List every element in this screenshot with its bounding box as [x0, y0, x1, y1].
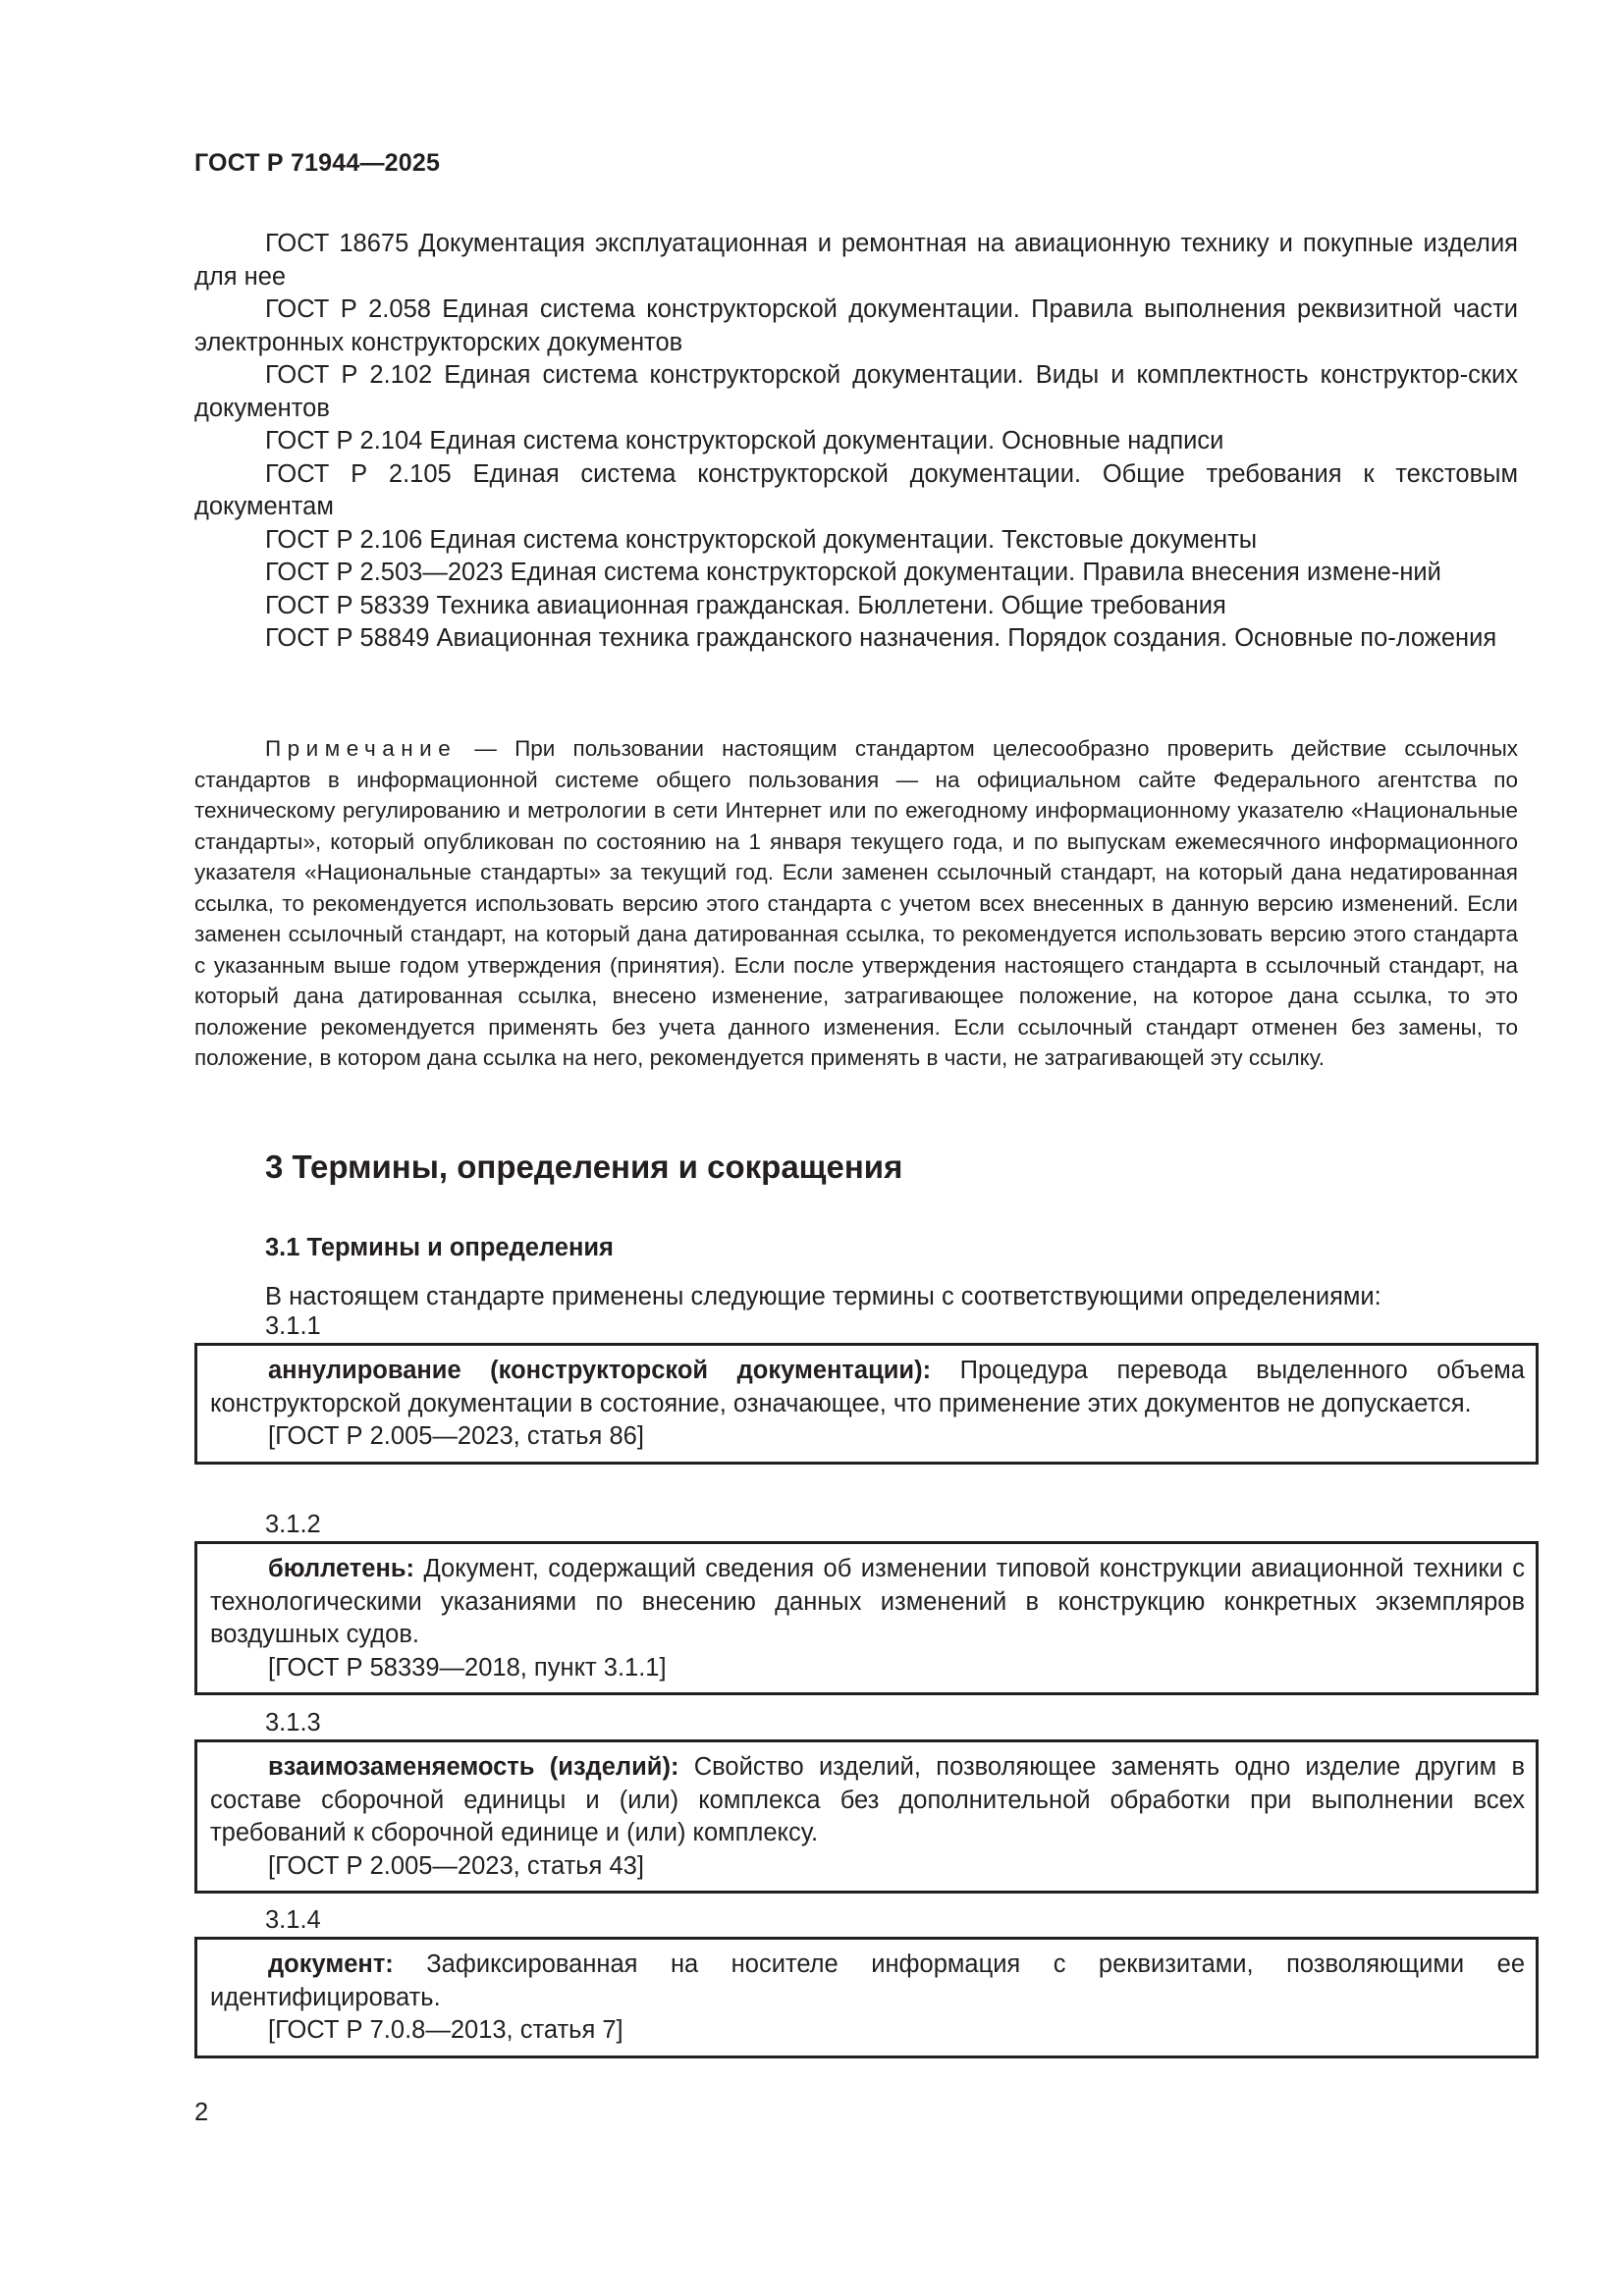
term-box — [194, 1541, 1539, 1695]
term-definition — [210, 1751, 1525, 1850]
term-name: документ: — [268, 1950, 394, 1978]
page-number: 2 — [194, 2099, 209, 2126]
term-box — [194, 1343, 1539, 1465]
term-name: бюллетень: — [268, 1555, 415, 1582]
reference-item: ГОСТ 18675 Документация эксплуатационная и ремонтная на авиационную технику и покупные изделия для нее — [194, 230, 1518, 291]
term-source: [ГОСТ Р 7.0.8—2013, статья 7] — [268, 2016, 623, 2044]
reference-item: ГОСТ Р 58339 Техника авиационная гражданская. Бюллетени. Общие требования — [265, 591, 1226, 619]
term-number: 3.1.1 — [265, 1312, 321, 1340]
standard-designation: ГОСТ Р 71944—2025 — [194, 149, 441, 177]
term-number: 3.1.4 — [265, 1906, 321, 1934]
term-definition — [210, 1355, 1525, 1420]
normative-references-list — [194, 228, 1518, 656]
term-source: [ГОСТ Р 2.005—2023, статья 43] — [268, 1851, 644, 1880]
reference-item: ГОСТ Р 2.102 Единая система конструкторской документации. Виды и комплектность конструктор-ских документов — [194, 361, 1518, 422]
reference-item: ГОСТ Р 2.058 Единая система конструкторской документации. Правила выполнения реквизитной части электронных конструкторских документов — [194, 295, 1518, 356]
term-definition-text: Свойство изделий, позволяющее заменять одно изделие другим в составе сборочной единицы и (или) комплекса без дополнительной обработки при выполнении всех требований к сборочной единице и (или) комплексу. — [210, 1753, 1526, 1846]
reference-item: ГОСТ Р 2.104 Единая система конструкторской документации. Основные надписи — [265, 427, 1224, 454]
term-box — [194, 1739, 1539, 1894]
term-name: аннулирование (конструкторской документации): — [268, 1357, 932, 1384]
term-source: [ГОСТ Р 2.005—2023, статья 86] — [268, 1422, 644, 1450]
reference-item: ГОСТ Р 58849 Авиационная техника гражданского назначения. Порядок создания. Основные по-ложения — [265, 624, 1497, 652]
term-name: взаимозаменяемость (изделий): — [268, 1753, 679, 1781]
terms-intro: В настоящем стандарте применены следующие термины с соответствующими определениями: — [265, 1283, 1381, 1310]
subsection-title: 3.1 Термины и определения — [265, 1234, 614, 1261]
term-box — [194, 1937, 1539, 2058]
reference-item: ГОСТ Р 2.105 Единая система конструкторской документации. Общие требования к текстовым документам — [194, 459, 1518, 520]
term-number: 3.1.3 — [265, 1709, 321, 1736]
note-paragraph — [194, 733, 1518, 1074]
reference-item: ГОСТ Р 2.503—2023 Единая система конструкторской документации. Правила внесения измене-ний — [265, 559, 1441, 586]
note-text: — При пользовании настоящим стандартом целесообразно проверить действие ссылочных стандартов в информационной системе общего пользования — на официальном сайте Федерального агентства по техническому регулированию и метрологии в сети Интернет или по ежегодному информационному указателю «Национальные стандарты», который опубликован по состоянию на 1 января текущего года, и по выпускам ежемесячного информационного указателя «Национальные стандарты» за текущий год. Если заменен ссылочный стандарт, на который дана недатированная ссылка, то рекомендуется использовать версию этого стандарта с учетом всех внесенных в данную версию изменений. Если заменен ссылочный стандарт, на который дана датированная ссылка, то рекомендуется использовать версию этого стандарта с указанным выше годом утверждения (принятия). Если после утверждения настоящего стандарта в ссылочный стандарт, на который дана датированная ссылка, внесено изменение, затрагивающее положение, на которое дана ссылка, то это положение рекомендуется применять без учета данного изменения. Если ссылочный стандарт отменен без замены, то положение, в котором дана ссылка на него, рекомендуется применять в части, не затрагивающей эту ссылку. — [194, 736, 1518, 1070]
term-number: 3.1.2 — [265, 1511, 321, 1538]
term-definition-text: Процедура перевода выделенного объема конструкторской документации в состояние, означающее, что применение этих документов не допускается. — [210, 1357, 1525, 1417]
term-source: [ГОСТ Р 58339—2018, пункт 3.1.1] — [268, 1653, 667, 1682]
term-definition-text: Документ, содержащий сведения об изменении типовой конструкции авиационной техники с технологическими указаниями по внесению данных изменений в конструкцию конкретных экземпляров воздушных судов. — [210, 1555, 1525, 1648]
term-definition — [210, 1949, 1525, 2014]
term-definition — [210, 1553, 1525, 1652]
term-definition-text: Зафиксированная на носителе информация с реквизитами, позволяющими ее идентифицировать. — [210, 1950, 1525, 2011]
reference-item: ГОСТ Р 2.106 Единая система конструкторской документации. Текстовые документы — [265, 525, 1258, 554]
section-title: 3 Термины, определения и сокращения — [265, 1148, 903, 1185]
note-label: Примечание — [265, 736, 458, 761]
